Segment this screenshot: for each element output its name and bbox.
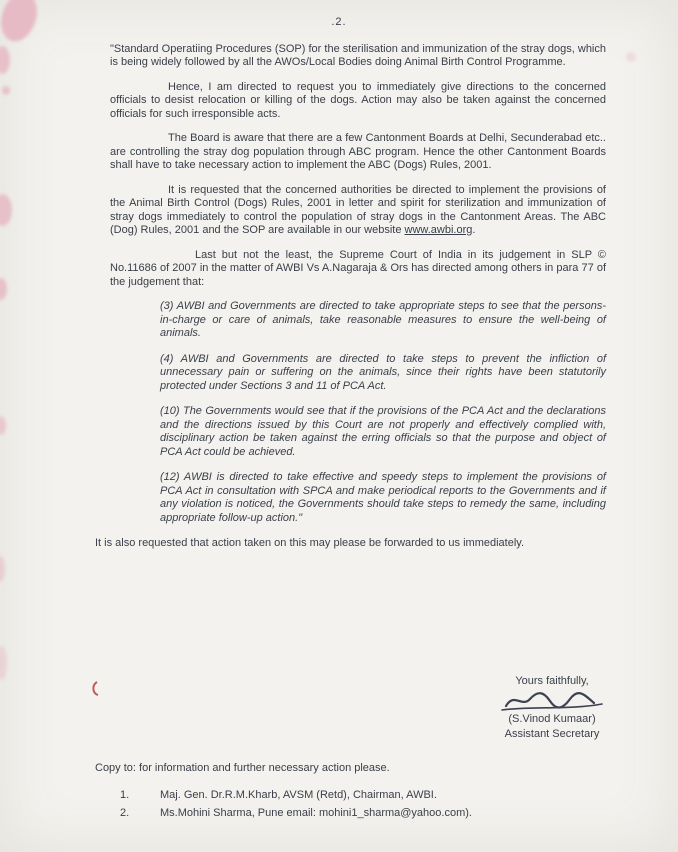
scan-artifact <box>2 86 10 95</box>
page-number: .2. <box>331 16 347 28</box>
paragraph-sop: "Standard Operatiing Procedures (SOP) for the sterilisation and immunization of the stray dogs, which is being widely followed by all the AWOs/Local Bodies doing Animal Birth Control Programme. <box>110 42 606 68</box>
scan-artifact <box>0 194 12 226</box>
list-item-number: 1. <box>120 788 130 801</box>
scan-artifact <box>0 646 7 680</box>
letter-body <box>95 42 606 551</box>
scan-artifact <box>0 416 6 435</box>
paragraph-action-taken: It is also requested that action taken on this may please be forwarded to us immediately. <box>95 537 525 549</box>
paragraph-website <box>110 184 606 238</box>
list-item-number: 2. <box>120 806 130 819</box>
list-item <box>120 788 618 803</box>
list-item <box>120 806 618 821</box>
paragraph-website-text: It is requested that the concerned authorities be directed to implement the provisions of the Animal Birth Control (Dogs) Rules, 2001 in letter and spirit for sterilization and immunization of stray dogs immediately to control the population of stray dogs in the Cantonment Areas. The ABC (Dog) Rules, 2001 and the SOP are available in our website <box>110 183 606 236</box>
scan-artifact <box>0 278 7 300</box>
list-item-text: Ms.Mohini Sharma, Pune email: mohini1_sharma@yahoo.com). <box>160 806 472 819</box>
judgement-quotes <box>160 300 606 525</box>
paragraph-supreme-court: Last but not the least, the Supreme Court of India in its judgement in SLP © No.11686 of 2007 in the matter of AWBI Vs A.Nagaraja & Ors has directed among others in para 77 of the judgement that: <box>110 248 606 288</box>
signature-image <box>500 690 604 714</box>
list-item-text: Maj. Gen. Dr.R.M.Kharb, AVSM (Retd), Chairman, AWBI. <box>160 788 437 801</box>
red-pen-mark <box>90 680 102 698</box>
scan-artifact <box>0 46 10 74</box>
copy-to-heading: Copy to: for information and further necessary action please. <box>95 762 390 774</box>
paragraph-board-aware: The Board is aware that there are a few Cantonment Boards at Delhi, Secunderabad etc.. are controlling the stray dog population through ABC program. Hence the other Cantonment Boards shall have to take necessary action to implement the ABC (Dogs) Rules, 2001. <box>110 132 606 171</box>
scan-artifact <box>626 52 636 62</box>
salutation: Yours faithfully, <box>515 675 589 687</box>
paragraph-hence: Hence, I am directed to request you to immediately give directions to the concerned officials to desist relocation or killing of the dogs. Action may also be taken against the concerned officials for such irresponsible acts. <box>110 80 606 120</box>
paragraph-website-period: . <box>472 224 476 236</box>
quote-para-4: (4) AWBI and Governments are directed to take steps to prevent the infliction of unnecessary pain or suffering on the animals, since their rights have been statutorily protected under Sections 3 and 11 of PCA Act. <box>160 352 606 392</box>
signatory-title: Assistant Secretary <box>504 728 600 740</box>
awbi-website-link[interactable]: www.awbi.org <box>404 224 473 236</box>
quote-para-10: (10) The Governments would see that if the provisions of the PCA Act and the declarations and the directions issued by this Court are not properly and effectively complied with, disciplinary action be taken against the erring officials so that the purpose and object of PCA Act could be achieved. <box>160 405 606 458</box>
scan-artifact <box>0 556 5 582</box>
quote-para-3: (3) AWBI and Governments are directed to take appropriate steps to see that the persons-in-charge or care of animals, take reasonable measures to ensure the well-being of animals. <box>160 300 606 339</box>
copy-to-block <box>95 762 618 821</box>
signatory-name: (S.Vinod Kumaar) <box>508 713 596 725</box>
quote-para-12: (12) AWBI is directed to take effective and speedy steps to implement the provisions of PCA Act in consultation with SPCA and make periodical reports to the Governments and if any violation is noticed, the Governments should take steps to remedy the same, including appropriate follow-up action." <box>160 471 606 524</box>
signature-block <box>482 674 622 742</box>
